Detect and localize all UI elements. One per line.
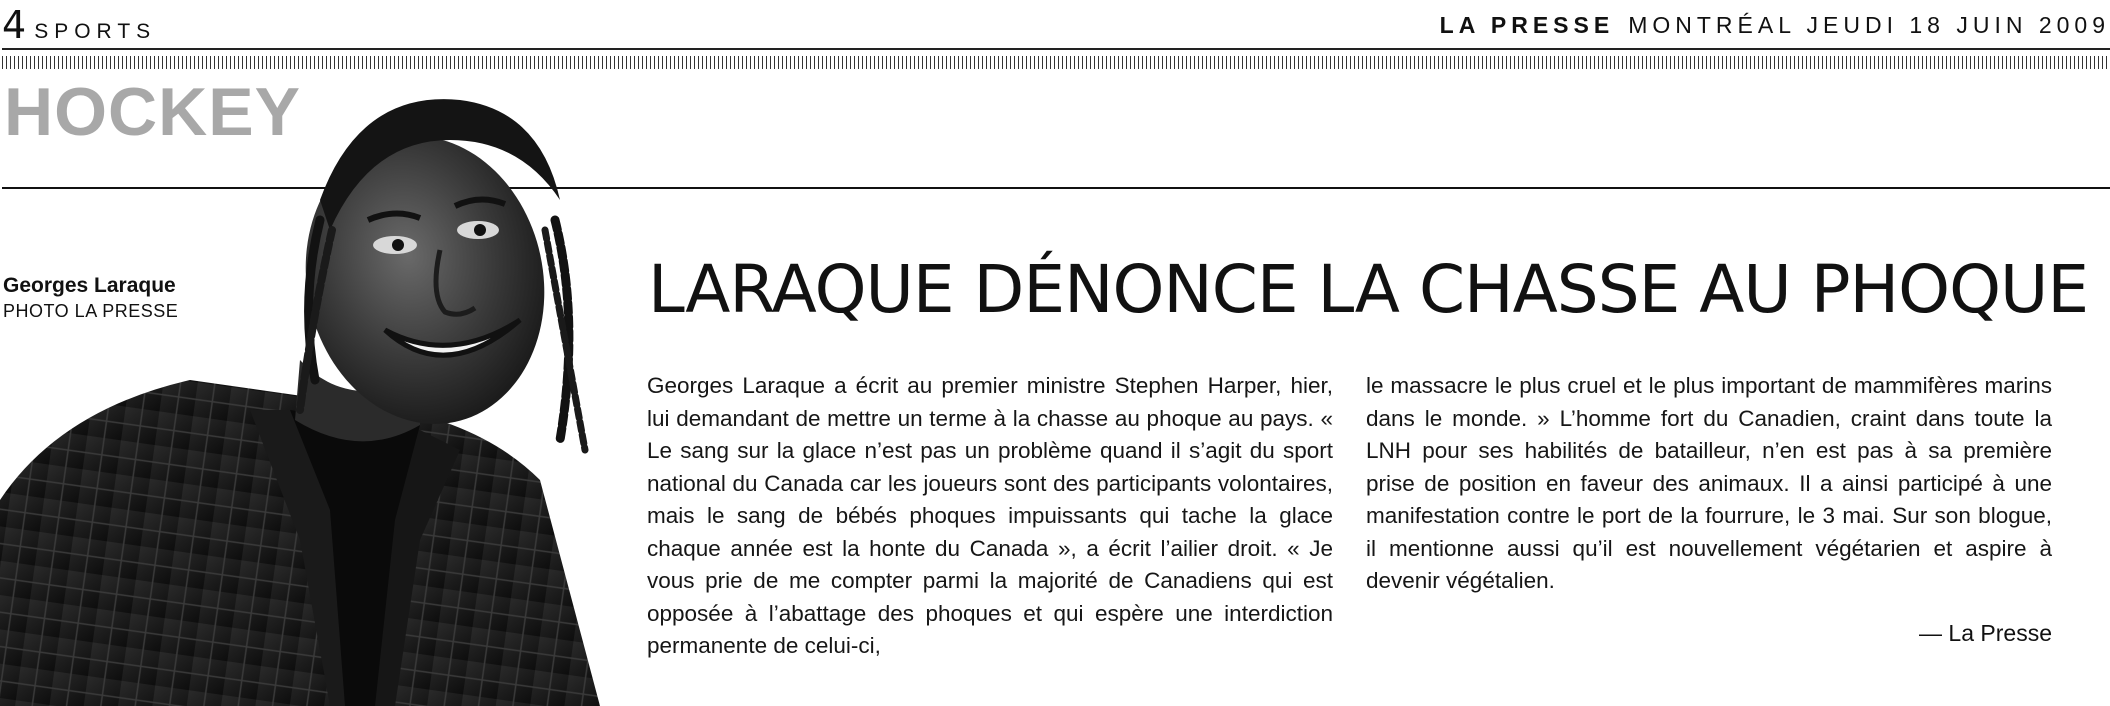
- barcode-strip: [2, 56, 2110, 69]
- masthead: [1440, 12, 2110, 39]
- player-photo: [0, 80, 610, 706]
- dateline: MONTRÉAL JEUDI 18 JUIN 2009: [1628, 12, 2110, 38]
- article-column-2: le massacre le plus cruel et le plus important de mammifères marins dans le monde. » L’homme fort du Canadien, craint dans toute la LNH pour ses habilités de batailleur, n’en est pas à sa première prise de position en faveur des animaux. Il a ainsi participé à une manifestation contre le port de la fourrure, le 3 mai. Sur son blogue, il mentionne aussi qu’il est nouvellement végétarien et aspire à devenir végétalien.: [1366, 373, 2052, 593]
- photo-caption: [3, 273, 178, 323]
- section-label: SPORTS: [34, 20, 157, 43]
- page-number: 4: [2, 3, 27, 47]
- brand-name: LA PRESSE: [1439, 12, 1615, 38]
- article-headline: LARAQUE DÉNONCE LA CHASSE AU PHOQUE: [648, 251, 2089, 328]
- section-kicker: HOCKEY: [4, 74, 301, 150]
- caption-name: Georges Laraque: [3, 274, 176, 297]
- folio: [2, 3, 157, 48]
- article-column-1: Georges Laraque a écrit au premier ministre Stephen Harper, hier, lui demandant de mettre un terme à la chasse au phoque au pays. « Le sang sur la glace n’est pas un problème quand il s’agit du sport national du Canada car les joueurs sont des participants volontaires, mais le sang de bébés phoques impuissants qui tache la glace chaque année est la honte du Canada », a écrit l’ailier droit. « Je vous prie de me compter parmi la majorité de Canadiens qui est opposée à l’abattage des phoques et qui espère une interdiction permanente de celui-ci,: [647, 373, 1333, 658]
- byline: — La Presse: [1919, 620, 2052, 646]
- caption-credit: PHOTO LA PRESSE: [3, 301, 179, 321]
- header-rule: [2, 48, 2110, 50]
